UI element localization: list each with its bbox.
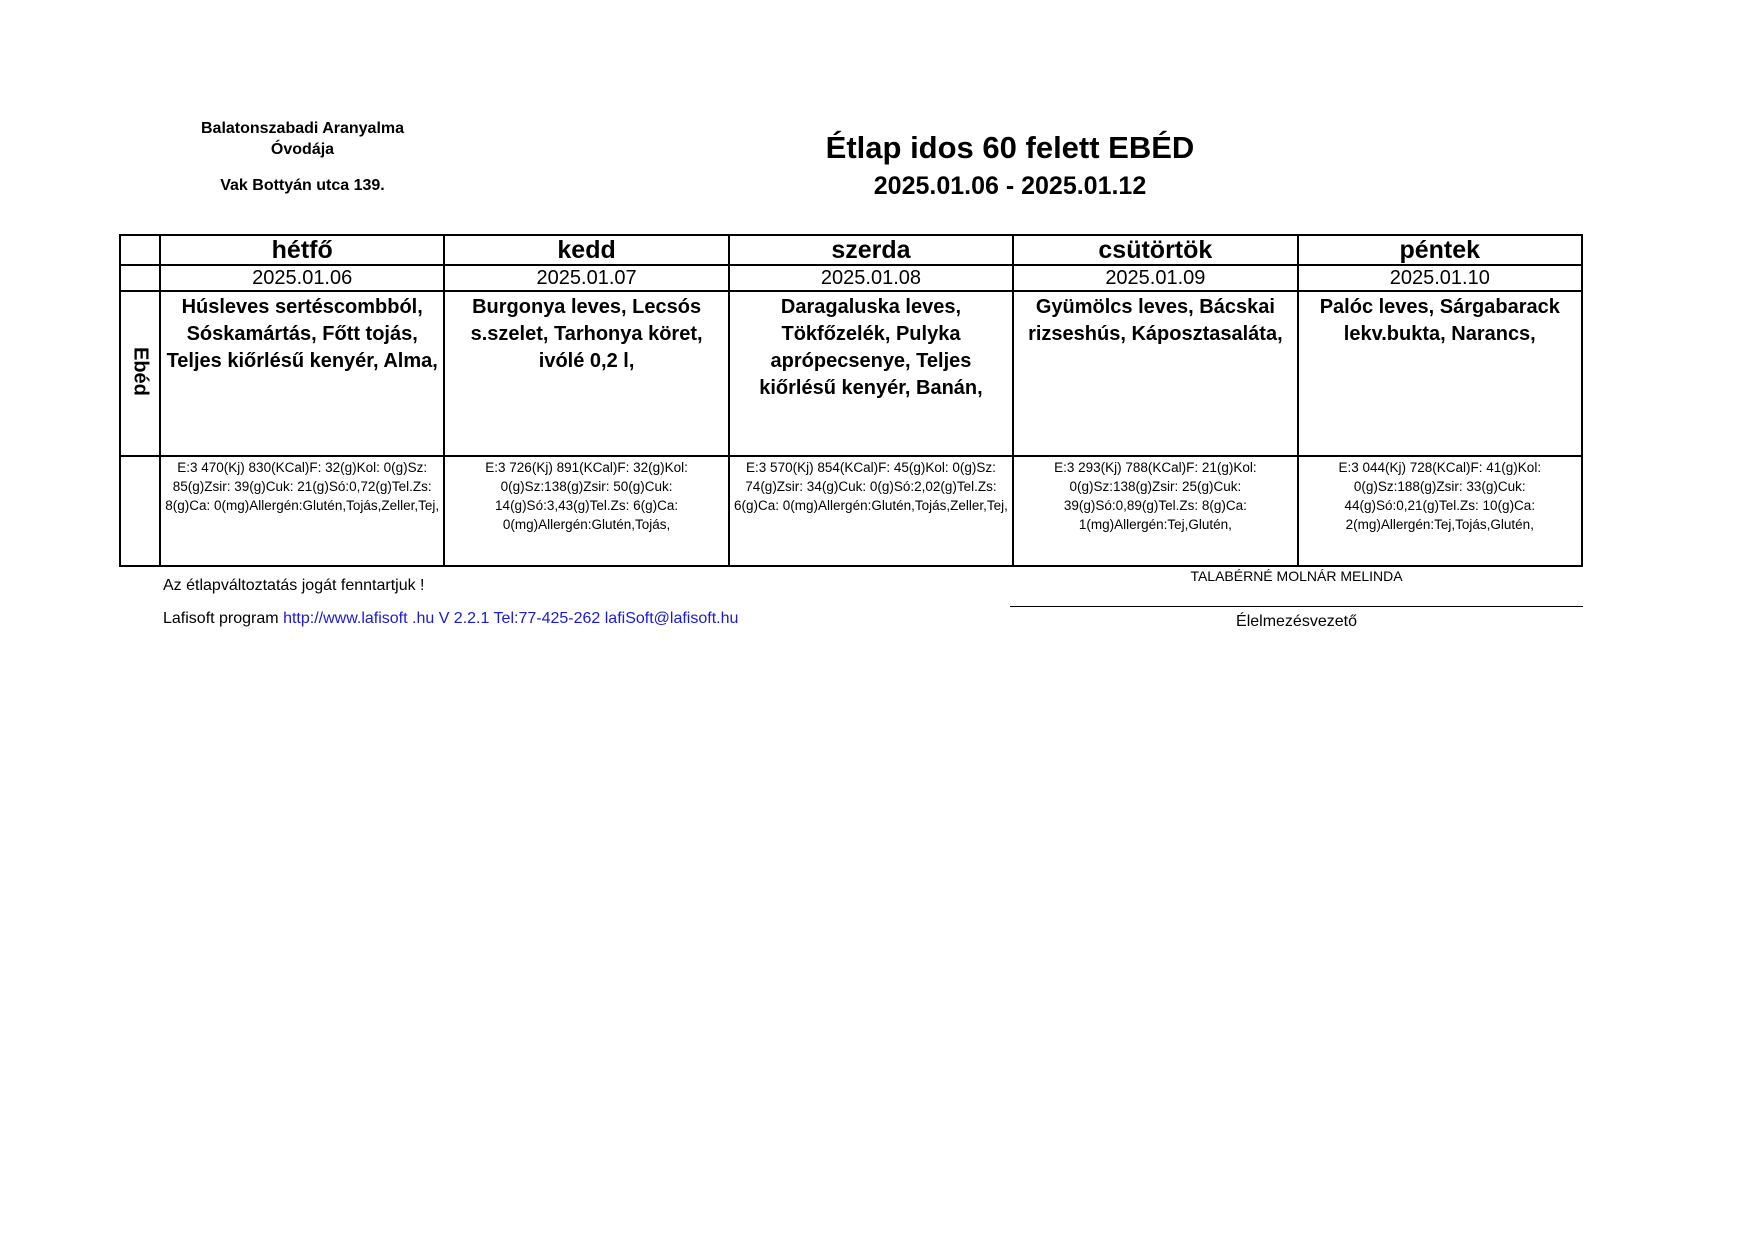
nutrition-monday: E:3 470(Kj) 830(KCal)F: 32(g)Kol: 0(g)Sz: 85(g)Zsir: 39(g)Cuk: 21(g)Só:0,72(g)Tel.Zs: 8(g)Ca: 0(mg)Allergén:Glutén,Tojás,Zeller,Tej, [160,456,444,566]
menu-table [119,234,1583,567]
nutrition-row-label-cell [120,456,160,566]
corner-cell-date [120,265,160,291]
nutrition-thursday: E:3 293(Kj) 788(KCal)F: 21(g)Kol: 0(g)Sz:138(g)Zsir: 25(g)Cuk: 39(g)Só:0,89(g)Tel.Zs: 8(g)Ca: 1(mg)Allergén:Tej,Glutén, [1013,456,1297,566]
software-credit [163,610,738,628]
day-name-friday: péntek [1298,235,1582,265]
day-date-row [120,265,1582,291]
nutrition-wednesday: E:3 570(Kj) 854(KCal)F: 45(g)Kol: 0(g)Sz: 74(g)Zsir: 34(g)Cuk: 0(g)Só:2,02(g)Tel.Zs: 6(g)Ca: 0(mg)Allergén:Glutén,Tojás,Zeller,Tej, [729,456,1013,566]
meal-row-label: Ebéd [129,346,152,396]
page-title: Étlap idos 60 felett EBÉD [825,130,1195,165]
nutrition-row [120,456,1582,566]
software-label: Lafisoft program [163,610,279,627]
signer-role: Élelmezésvezető [1236,613,1357,630]
nutrition-tuesday: E:3 726(Kj) 891(KCal)F: 32(g)Kol: 0(g)Sz:138(g)Zsir: 50(g)Cuk: 14(g)Só:3,43(g)Tel.Zs: 6(g)Ca: 0(mg)Allergén:Glutén,Tojás, [444,456,728,566]
meal-row-label-cell [120,291,160,456]
day-name-thursday: csütörtök [1013,235,1297,265]
meal-thursday: Gyümölcs leves, Bácskai rizseshús, Káposztasaláta, [1013,291,1297,456]
day-name-monday: hétfő [160,235,444,265]
day-date-friday: 2025.01.10 [1298,265,1582,291]
institution-name-line2: Óvodája [270,141,335,158]
change-notice: Az étlapváltoztatás jogát fenntartjuk ! [163,577,425,594]
nutrition-friday: E:3 044(Kj) 728(KCal)F: 41(g)Kol: 0(g)Sz:188(g)Zsir: 33(g)Cuk: 44(g)Só:0,21(g)Tel.Zs: 10(g)Ca: 2(mg)Allergén:Tej,Tojás,Glutén, [1298,456,1582,566]
corner-cell [120,235,160,265]
institution-block [190,118,415,196]
meal-tuesday: Burgonya leves, Lecsós s.szelet, Tarhonya köret, ivólé 0,2 l, [444,291,728,456]
software-link[interactable]: http://www.lafisoft .hu V 2.2.1 Tel:77-425-262 lafiSoft@lafisoft.hu [283,610,739,627]
institution-name-line1: Balatonszabadi Aranyalma [200,120,405,137]
signer-name: TALABÉRNÉ MOLNÁR MELINDA [1190,568,1403,584]
meal-friday: Palóc leves, Sárgabarack lekv.bukta, Narancs, [1298,291,1582,456]
meal-wednesday: Daragaluska leves, Tökfőzelék, Pulyka aprópecsenye, Teljes kiőrlésű kenyér, Banán, [729,291,1013,456]
date-range: 2025.01.06 - 2025.01.12 [873,172,1147,200]
day-date-tuesday: 2025.01.07 [444,265,728,291]
day-name-row [120,235,1582,265]
day-date-monday: 2025.01.06 [160,265,444,291]
day-name-wednesday: szerda [729,235,1013,265]
meal-row [120,291,1582,456]
meal-monday: Húsleves sertéscombból, Sóskamártás, Főtt tojás, Teljes kiőrlésű kenyér, Alma, [160,291,444,456]
day-date-wednesday: 2025.01.08 [729,265,1013,291]
signature-line [1010,606,1583,607]
day-name-tuesday: kedd [444,235,728,265]
institution-address: Vak Bottyán utca 139. [220,177,385,194]
day-date-thursday: 2025.01.09 [1013,265,1297,291]
